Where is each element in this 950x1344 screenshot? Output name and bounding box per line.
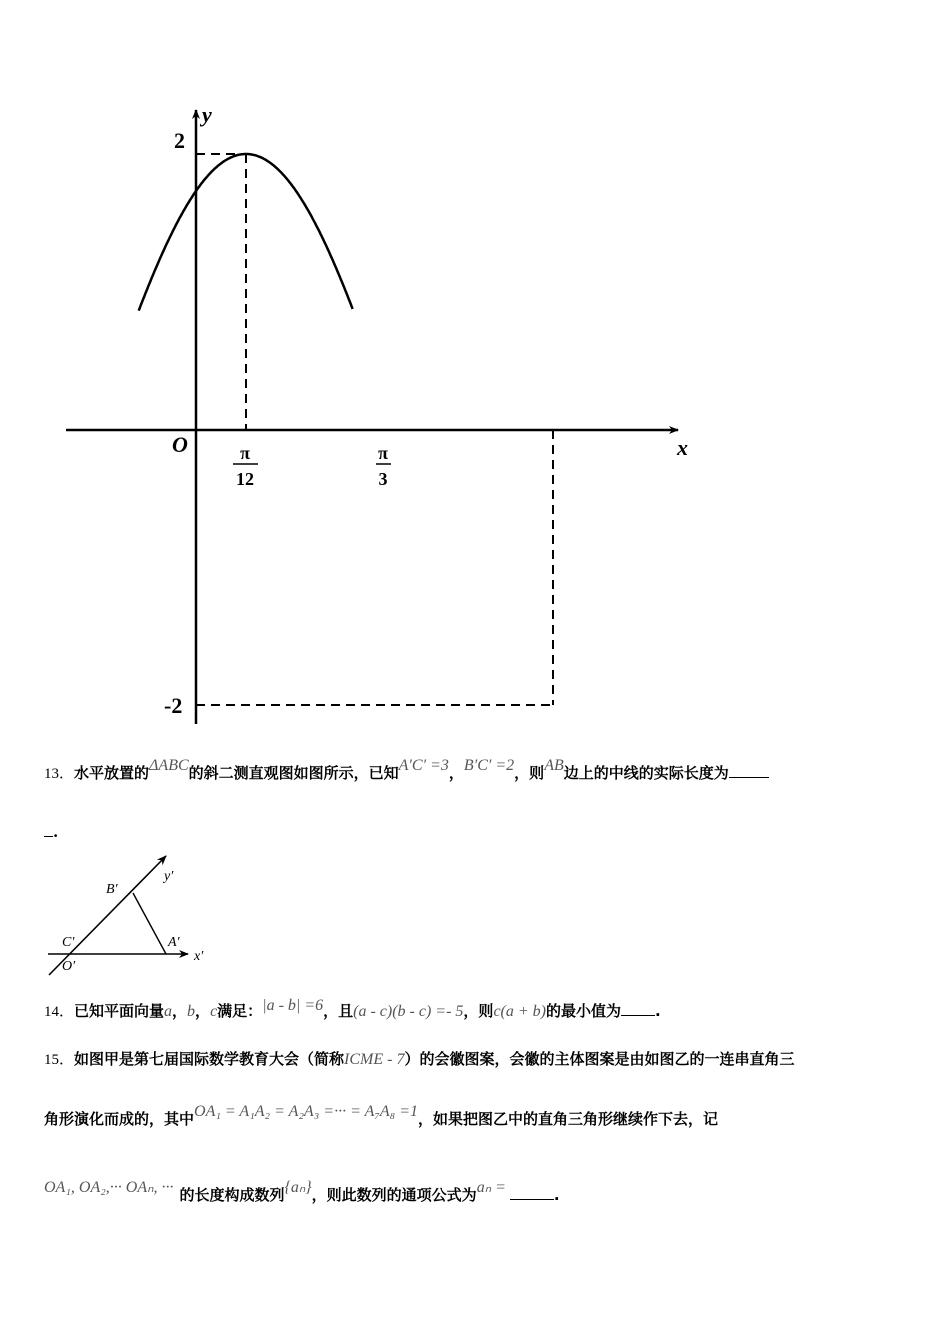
q15-text: 的长度构成数列 [179, 1186, 285, 1204]
q15-text: ，如果把图乙中的直角三角形继续作下去，记 [418, 1110, 719, 1128]
answer-blank[interactable] [621, 1001, 655, 1016]
q15-sequence: {aₙ} [284, 1179, 312, 1196]
x-tick2-denominator: 3 [378, 469, 388, 489]
q15-text: ，则此数列的通项公式为 [311, 1186, 477, 1204]
y-prime-axis [49, 856, 166, 975]
q15-text: 如图甲是第七届国际数学教育大会（简称 [74, 1050, 345, 1068]
vector-b: b [187, 1003, 196, 1020]
q15-text: ）的会徽图案，会徽的主体图案是由如图乙的一连串直角三 [404, 1050, 795, 1068]
q14-text: ， [172, 1002, 188, 1020]
question-15-line-2 [44, 1103, 719, 1131]
q14-condition-product: (a - c)(b - c) =- 5 [353, 1003, 464, 1020]
answer-blank[interactable] [510, 1185, 554, 1200]
q14-period: . [655, 1002, 661, 1020]
x-tick1-denominator: 12 [236, 469, 254, 489]
q14-text: ， [195, 1002, 211, 1020]
origin-label: O [172, 432, 188, 457]
point-a-label: A′ [168, 935, 180, 950]
question-number: 13． [44, 766, 75, 782]
x-prime-label: x′ [194, 949, 204, 964]
q15-text: 角形演化而成的，其中 [44, 1110, 195, 1128]
x-tick1-numerator: π [240, 443, 250, 463]
q14-expression: c(a + b) [493, 1003, 546, 1020]
q14-text: 满足： [217, 1002, 263, 1020]
q13-segment-ab: AB [544, 757, 564, 774]
q15-general-term: aₙ = [476, 1179, 506, 1196]
question-number: 14． [44, 1004, 75, 1020]
x-axis-label: x [677, 435, 688, 460]
y-min-label: -2 [164, 693, 183, 718]
q14-text: 的最小值为 [546, 1002, 622, 1020]
q15-period: . [553, 1186, 560, 1204]
y-prime-label: y′ [164, 869, 174, 884]
y-max-label: 2 [174, 128, 185, 153]
segment-b-a [133, 893, 166, 954]
q14-condition-abs: |a - b| =6 [262, 997, 324, 1014]
q13-line-end [44, 822, 58, 841]
q13-length-ac: A′C′ =3 [398, 757, 449, 774]
q15-icme: ICME - 7 [344, 1051, 405, 1068]
vector-c: c [210, 1003, 218, 1020]
oblique-diagram [40, 845, 220, 980]
q13-period: . [53, 823, 59, 841]
question-15-line-3 [44, 1179, 560, 1207]
q13-text: ， [448, 764, 464, 782]
question-14 [44, 997, 661, 1023]
question-number: 15． [44, 1052, 75, 1068]
q14-text: ，且 [323, 1002, 354, 1020]
q13-text: ，则 [514, 764, 545, 782]
q15-segments-equal: OA₁ = A₁A₂ = A₂A₃ =··· = A₇A₈ =1 [194, 1103, 419, 1120]
q15-sequence-terms: OA₁, OA₂,··· OAₙ, ··· [44, 1179, 174, 1196]
vector-a: a [164, 1003, 173, 1020]
answer-blank-continued[interactable] [44, 822, 53, 837]
point-b-label: B′ [106, 882, 118, 897]
q14-text: ，则 [463, 1002, 494, 1020]
q13-text: 的斜二测直观图如图所示，已知 [188, 764, 399, 782]
question-15-line-1 [44, 1048, 794, 1071]
question-13 [44, 757, 769, 785]
q13-triangle-abc: ΔABC [149, 757, 189, 774]
y-axis-label: y [202, 102, 212, 127]
q13-length-bc: B′C′ =2 [463, 757, 515, 774]
x-tick2-numerator: π [378, 443, 388, 463]
q13-text: 水平放置的 [74, 764, 150, 782]
q14-text: 已知平面向量 [74, 1002, 165, 1020]
q13-text: 边上的中线的实际长度为 [563, 764, 729, 782]
answer-blank[interactable] [729, 763, 769, 778]
point-o-label: O′ [62, 959, 76, 974]
point-c-label: C′ [62, 935, 75, 950]
